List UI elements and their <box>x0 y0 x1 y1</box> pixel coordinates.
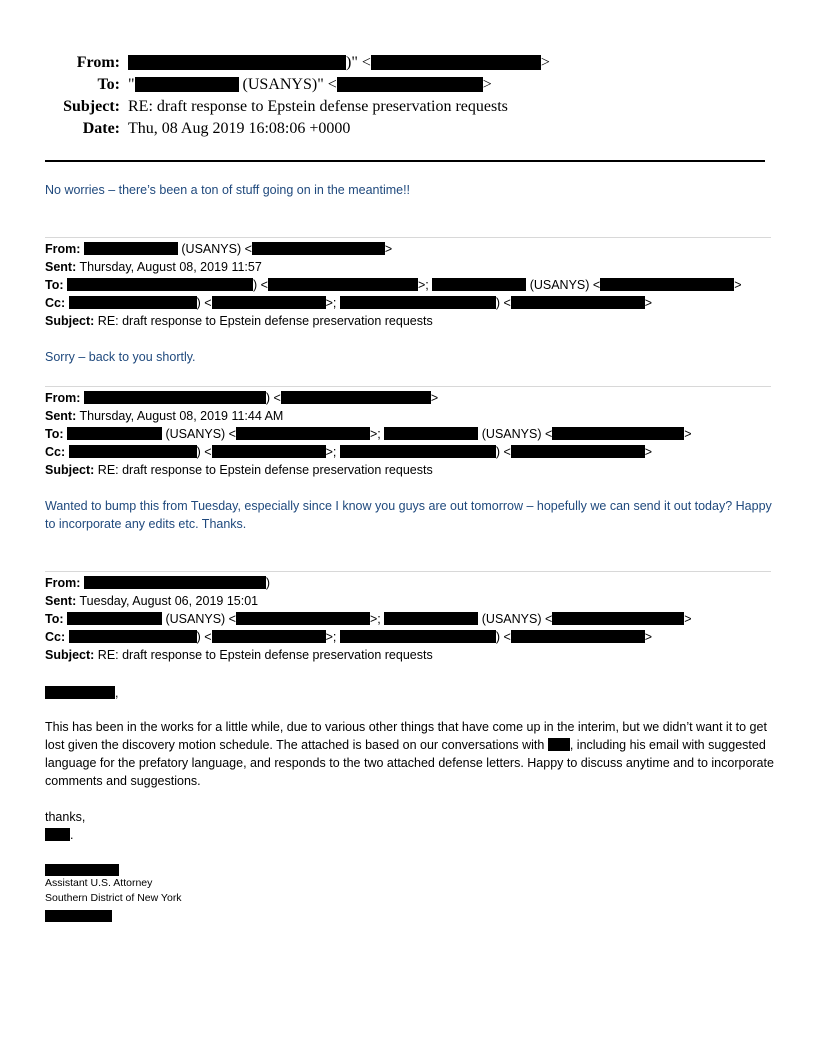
redaction <box>84 242 178 255</box>
header-date-row <box>0 120 350 140</box>
redaction <box>212 445 326 458</box>
sent-label: Sent: <box>45 260 77 274</box>
sent-date: Thursday, August 08, 2019 11:57 <box>79 260 262 274</box>
subject-label: Subject: <box>45 648 95 662</box>
redaction <box>340 296 496 309</box>
subject-label: Subject: <box>45 463 95 477</box>
email-2-cc <box>45 443 652 461</box>
redaction <box>45 864 119 876</box>
email-1-to <box>45 276 742 294</box>
cc-text: ) < <box>196 445 212 459</box>
from-label: From: <box>45 576 81 590</box>
header-to-label: To: <box>97 76 120 93</box>
redaction <box>340 630 496 643</box>
redaction <box>432 278 526 291</box>
to-text: ) < <box>253 278 268 292</box>
header-to-row <box>0 76 492 96</box>
from-label: From: <box>45 242 81 256</box>
cc-text: ) < <box>196 296 212 310</box>
to-text-end: > <box>684 612 692 626</box>
email-1-sent <box>45 258 262 276</box>
redaction <box>236 612 370 625</box>
to-text: (USANYS) < <box>529 278 601 292</box>
redaction <box>236 427 370 440</box>
redaction <box>600 278 734 291</box>
signature-office: Southern District of New York <box>45 892 182 904</box>
sent-date: Tuesday, August 06, 2019 15:01 <box>79 594 259 608</box>
redaction <box>69 630 197 643</box>
closing: thanks, <box>45 810 86 824</box>
email-2-subject <box>45 461 433 479</box>
email-2-from <box>45 389 438 407</box>
redaction <box>45 686 115 699</box>
email-2-to <box>45 425 692 443</box>
to-text: >; <box>370 612 381 626</box>
from-text: ) < <box>265 391 281 405</box>
cc-label: Cc: <box>45 296 66 310</box>
header-to-end: > <box>482 76 492 93</box>
header-from-end: > <box>540 54 550 71</box>
body-text-2: , including his email with suggested language for the prefatory language, and responds to the two attached defense letters. Happy to discuss anytime and to incorporate comments and suggestions. <box>45 738 774 788</box>
greeting <box>45 684 118 702</box>
subject-text: RE: draft response to Epstein defense preservation requests <box>97 314 433 328</box>
to-text: (USANYS) < <box>165 427 236 441</box>
header-from-label: From: <box>76 54 120 71</box>
redaction <box>552 612 684 625</box>
redaction <box>67 278 253 291</box>
email-3-subject <box>45 646 433 664</box>
to-text-end: > <box>684 427 692 441</box>
subject-text: RE: draft response to Epstein defense preservation requests <box>97 648 433 662</box>
to-text: (USANYS) < <box>481 612 553 626</box>
header-subject-row <box>0 98 508 118</box>
email-3-from <box>45 574 270 592</box>
sent-date: Thursday, August 08, 2019 11:44 AM <box>79 409 284 423</box>
header-subject-label: Subject: <box>63 98 120 115</box>
subject-label: Subject: <box>45 314 95 328</box>
initials-suffix: . <box>70 828 74 842</box>
redaction <box>281 391 431 404</box>
from-label: From: <box>45 391 81 405</box>
header-to-mid: (USANYS)" < <box>242 76 337 93</box>
body-text-1: This has been in the works for a little while, due to various other things that have come up in the interim, but we didn’t want it to get lost given the discovery motion schedule. The attached is based on our conversations with <box>45 720 767 752</box>
redaction <box>511 296 645 309</box>
cc-text: ) < <box>495 445 511 459</box>
from-text-end: > <box>384 242 393 256</box>
email-2-body: Wanted to bump this from Tuesday, especially since I know you guys are out tomorrow – hopefully we can send it out today? Happy to incorporate any edits etc. Thanks. <box>45 499 772 531</box>
sent-label: Sent: <box>45 594 77 608</box>
redaction <box>69 445 197 458</box>
to-text: >; <box>417 278 429 292</box>
separator <box>45 571 771 572</box>
redaction <box>128 55 346 70</box>
redaction <box>45 828 70 841</box>
email-3-cc <box>45 628 652 646</box>
from-text: ) <box>265 576 271 590</box>
redaction <box>45 910 112 922</box>
from-text-end: > <box>430 391 439 405</box>
to-label: To: <box>45 278 64 292</box>
redaction <box>340 445 496 458</box>
header-subject: RE: draft response to Epstein defense preservation requests <box>128 98 508 115</box>
to-text: (USANYS) < <box>481 427 553 441</box>
redaction <box>552 427 684 440</box>
redaction <box>252 242 385 255</box>
cc-text: ) < <box>495 630 511 644</box>
redaction <box>69 296 197 309</box>
header-divider <box>45 160 765 162</box>
cc-text: >; <box>325 296 337 310</box>
email-3-sent <box>45 592 258 610</box>
signature-title: Assistant U.S. Attorney <box>45 877 153 889</box>
reply-top: No worries – there’s been a ton of stuff going on in the meantime!! <box>45 183 411 197</box>
body-paragraph <box>45 718 775 790</box>
cc-label: Cc: <box>45 630 66 644</box>
email-1-body: Sorry – back to you shortly. <box>45 350 196 364</box>
header-from-mid: )" < <box>346 54 371 71</box>
redaction <box>371 55 541 70</box>
email-1-cc <box>45 294 652 312</box>
email-2-sent <box>45 407 283 425</box>
redaction <box>337 77 483 92</box>
cc-label: Cc: <box>45 445 66 459</box>
cc-text-end: > <box>644 296 653 310</box>
email-1-from <box>45 240 392 258</box>
to-text: (USANYS) < <box>165 612 236 626</box>
redaction <box>268 278 418 291</box>
redaction <box>212 296 326 309</box>
redaction <box>84 576 266 589</box>
header-from-row <box>0 54 550 74</box>
separator <box>45 237 771 238</box>
email-3-to <box>45 610 692 628</box>
header-to-start: " <box>128 76 135 93</box>
sent-label: Sent: <box>45 409 77 423</box>
redaction <box>67 427 162 440</box>
redaction <box>384 427 478 440</box>
cc-text: ) < <box>495 296 511 310</box>
initials <box>45 826 73 844</box>
email-1-subject <box>45 312 433 330</box>
header-date: Thu, 08 Aug 2019 16:08:06 +0000 <box>128 120 351 137</box>
cc-text: >; <box>325 445 337 459</box>
cc-text: >; <box>325 630 337 644</box>
to-label: To: <box>45 427 64 441</box>
redaction <box>548 738 570 751</box>
subject-text: RE: draft response to Epstein defense preservation requests <box>97 463 433 477</box>
from-text: (USANYS) < <box>181 242 252 256</box>
redaction <box>84 391 266 404</box>
redaction <box>212 630 326 643</box>
cc-text-end: > <box>644 630 653 644</box>
redaction <box>384 612 478 625</box>
to-text-end: > <box>734 278 742 292</box>
separator <box>45 386 771 387</box>
to-label: To: <box>45 612 64 626</box>
greeting-suffix: , <box>115 686 119 700</box>
header-date-label: Date: <box>82 120 120 137</box>
to-text: >; <box>370 427 381 441</box>
redaction <box>67 612 162 625</box>
cc-text: ) < <box>196 630 212 644</box>
redaction <box>511 630 645 643</box>
cc-text-end: > <box>644 445 653 459</box>
redaction <box>511 445 645 458</box>
redaction <box>135 77 239 92</box>
signature-contact <box>45 908 112 926</box>
